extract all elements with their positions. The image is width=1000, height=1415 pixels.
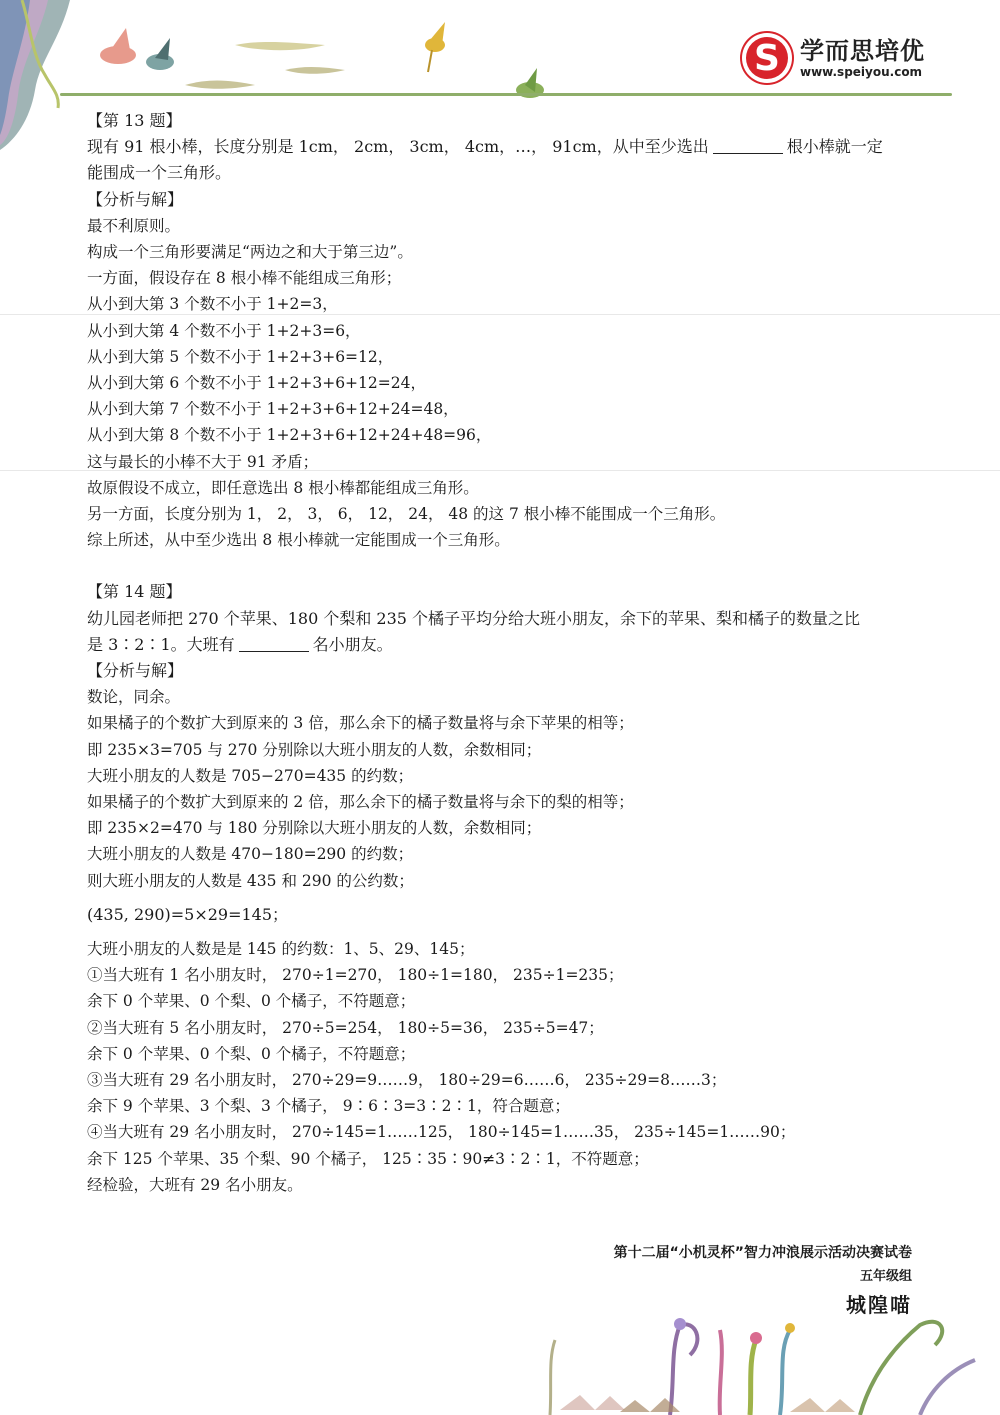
q13-analysis-line: 另一方面，长度分别为 1， 2， 3， 6， 12， 24， 48 的这 7 根小棒不能围成一个三角形。 [87, 505, 726, 524]
q14-analysis-line: ③当大班有 29 名小朋友时， 270÷29=9……9， 180÷29=6……6， 235÷29=8……3； [87, 1070, 727, 1089]
grade-label: 五年级组 [859, 1269, 912, 1284]
header-rule [60, 93, 952, 96]
q14-analysis-line: 经检验，大班有 29 名小朋友。 [87, 1175, 303, 1194]
q14-text-part2: 名小朋友。 [312, 634, 393, 654]
q14-analysis-line: 余下 125 个苹果、35 个梨、90 个橘子， 125∶35∶90≠3∶2∶1，不符题意； [87, 1149, 649, 1168]
q14-analysis-line: 大班小朋友的人数是 470−180=290 的约数； [87, 845, 414, 864]
q13-analysis-line: 故原假设不成立，即任意选出 8 根小棒都能组成三角形。 [87, 478, 479, 497]
q13-analysis-line: 综上所述，从中至少选出 8 根小棒就一定能围成一个三角形。 [87, 531, 510, 550]
brand-name: 学而思培优 [800, 37, 925, 65]
q14-analysis-line: 大班小朋友的人数是 705−270=435 的约数； [87, 766, 414, 785]
q14-analysis-line: 余下 0 个苹果、0 个梨、0 个橘子，不符题意； [87, 1044, 416, 1063]
q13-analysis-title: 【分析与解】 [87, 189, 184, 209]
q13-analysis-line: 一方面，假设存在 8 根小棒不能组成三角形； [87, 269, 402, 288]
q14-analysis-line: 即 235×3=705 与 270 分别除以大班小朋友的人数，余数相同； [87, 740, 542, 759]
q14-analysis-line: ②当大班有 5 名小朋友时， 270÷5=254， 180÷5=36， 235÷5=47； [87, 1018, 604, 1037]
q13-analysis-line: 构成一个三角形要满足“两边之和大于第三边”。 [87, 243, 413, 262]
q13-title: 【第 13 题】 [87, 111, 182, 130]
brand-url: www.speiyou.com [800, 65, 923, 79]
q14-text-line2 [87, 632, 917, 658]
footer-decoration [520, 1300, 1000, 1415]
section-gap [87, 553, 917, 579]
q13-analysis-line: 从小到大第 4 个数不小于 1+2+3=6， [87, 321, 361, 340]
q14-analysis-line: ①当大班有 1 名小朋友时， 270÷1=270， 180÷1=180， 235÷1=235； [87, 966, 624, 985]
q14-analysis-line: 即 235×2=470 与 180 分别除以大班小朋友的人数，余数相同； [87, 819, 542, 838]
answer-blank [239, 635, 309, 652]
q13-analysis-line: 从小到大第 8 个数不小于 1+2+3+6+12+24+48=96， [87, 426, 492, 445]
logo-mark: S [742, 33, 792, 83]
q14-analysis-line: 则大班小朋友的人数是 435 和 290 的公约数； [87, 871, 414, 890]
exam-title: 第十二届“小机灵杯”智力冲浪展示活动决赛试卷 [613, 1245, 912, 1261]
q13-text-part1: 现有 91 根小棒，长度分别是 1cm， 2cm， 3cm， 4cm，…， 91cm，从中至少选出 [87, 137, 709, 157]
q13-analysis-line: 从小到大第 7 个数不小于 1+2+3+6+12+24=48， [87, 400, 459, 419]
q13-text-line2: 能围成一个三角形。 [87, 163, 232, 183]
q14-analysis-line: ④当大班有 29 名小朋友时， 270÷145=1……125， 180÷145=1……35， 235÷145=1……90； [87, 1123, 796, 1142]
q14-text-line1: 幼儿园老师把 270 个苹果、180 个梨和 235 个橘子平均分给大班小朋友，余下的苹果、梨和橘子的数量之比 [87, 608, 861, 628]
q14-analysis-line: 如果橘子的个数扩大到原来的 2 倍，那么余下的橘子数量将与余下的梨的相等； [87, 793, 634, 812]
q14-analysis-line: 数论，同余。 [87, 688, 181, 707]
q14-analysis-title: 【分析与解】 [87, 661, 184, 681]
q13-text [87, 134, 917, 160]
q13-analysis-line: 从小到大第 6 个数不小于 1+2+3+6+12=24， [87, 374, 426, 393]
logo-text [800, 37, 925, 79]
q13-analysis-line: 从小到大第 5 个数不小于 1+2+3+6=12， [87, 347, 394, 366]
q14-analysis-line: 余下 0 个苹果、0 个梨、0 个橘子，不符题意； [87, 992, 416, 1011]
gcd-formula: (435, 290)=5×29=145； [87, 904, 289, 924]
brand-logo [742, 30, 925, 86]
q13-analysis-line: 最不利原则。 [87, 216, 181, 235]
q13-analysis-line: 从小到大第 3 个数不小于 1+2=3， [87, 295, 338, 314]
q14-analysis-line: 大班小朋友的人数是是 145 的约数：1、5、29、145； [87, 939, 475, 958]
q13-analysis-line: 这与最长的小棒不大于 91 矛盾； [87, 452, 319, 471]
signature: 城隍喵 [846, 1293, 912, 1317]
q14-title: 【第 14 题】 [87, 582, 182, 602]
q14-analysis-line: 余下 9 个苹果、3 个梨、3 个橘子， 9∶6∶3=3∶2∶1，符合题意； [87, 1097, 570, 1116]
document-body [87, 108, 917, 1198]
answer-blank [713, 137, 783, 154]
q14-text-part1: 是 3∶2∶1。大班有 [87, 634, 235, 654]
q14-analysis-line: 如果橘子的个数扩大到原来的 3 倍，那么余下的橘子数量将与余下苹果的相等； [87, 714, 634, 733]
q13-text-part2: 根小棒就一定 [786, 137, 883, 157]
